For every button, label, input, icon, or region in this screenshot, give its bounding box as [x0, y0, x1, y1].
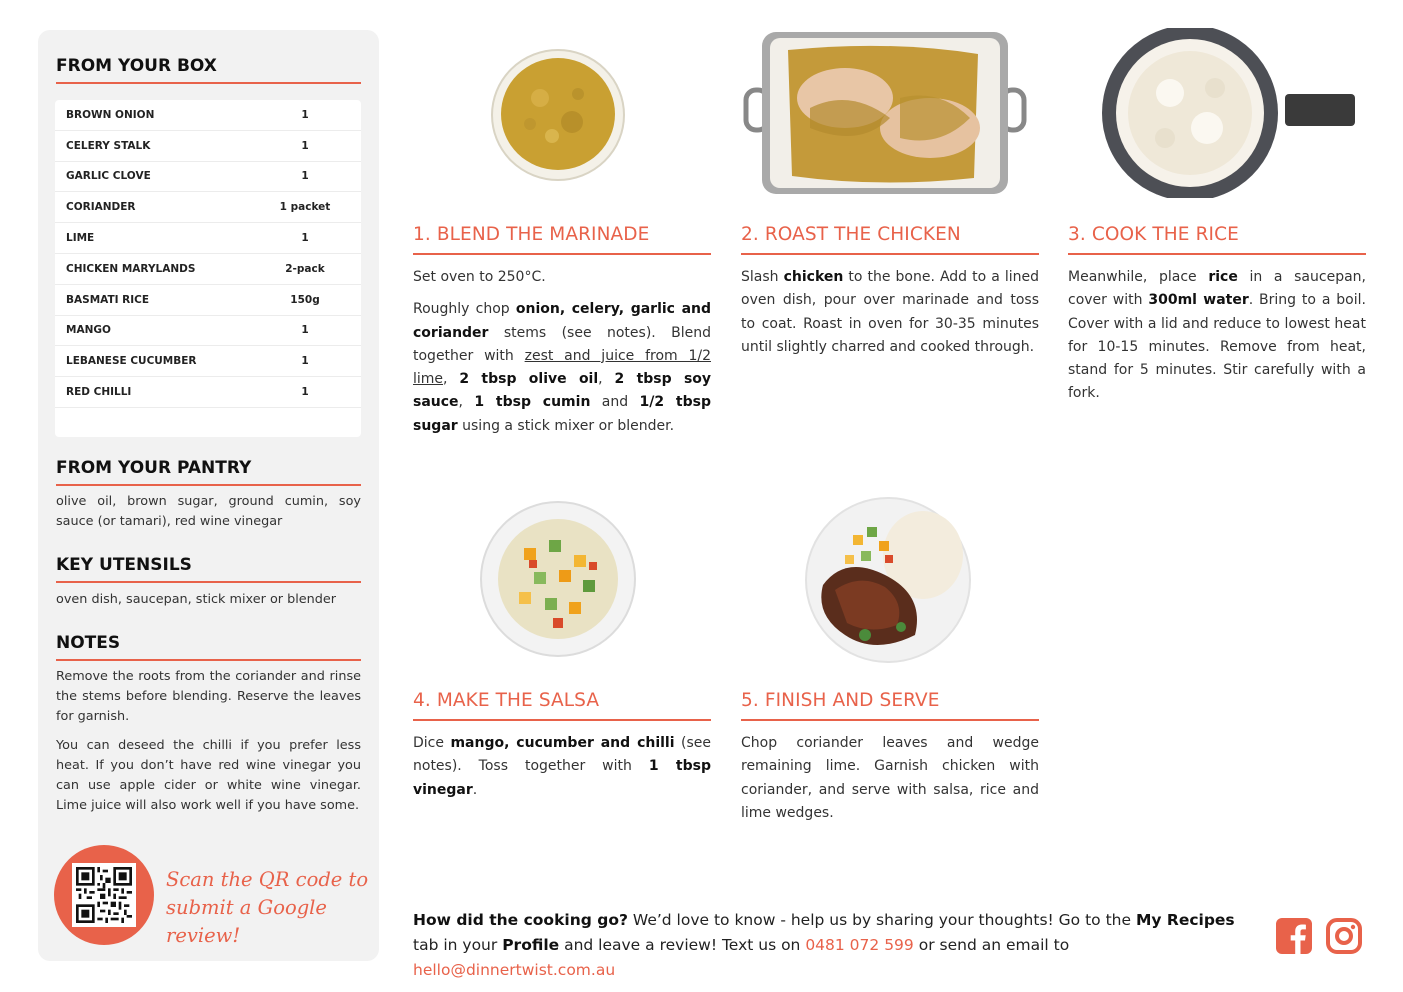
phone-link[interactable]: 0481 072 599: [805, 936, 914, 954]
table-row: [55, 346, 361, 377]
text: stems (see notes). Blend together with: [413, 324, 711, 364]
step-2-body: [741, 266, 1039, 359]
step-5-rule: [741, 719, 1039, 721]
ingredient-highlight: onion, celery, garlic and coriander: [413, 301, 711, 341]
step-3-p1: [1068, 266, 1366, 406]
box-title-rule: [56, 82, 361, 84]
qr-code-icon[interactable]: [72, 863, 136, 927]
ingredient-table: [55, 100, 361, 437]
qr-prompt-line: submit a Google review!: [166, 896, 327, 947]
ingredient-qty: 1: [301, 324, 309, 337]
ingredient-highlight: 2 tbsp olive oil: [459, 371, 599, 388]
table-row: [55, 254, 361, 285]
qr-prompt: [166, 866, 379, 950]
ingredient-qty: 1: [301, 139, 309, 152]
text: ,: [443, 371, 460, 388]
ingredient-highlight: 1/2 tbsp sugar: [413, 394, 711, 434]
notes-title: NOTES: [56, 633, 121, 653]
ingredient-name: BASMATI RICE: [66, 293, 150, 306]
email-link[interactable]: hello@dinnertwist.com.au: [413, 961, 616, 979]
step-4-rule: [413, 719, 711, 721]
table-row: [55, 162, 361, 193]
ingredient-highlight: 1 tbsp vinegar: [413, 758, 711, 798]
notes-paragraph: You can deseed the chilli if you prefer less heat. If you don’t have red wine vinegar you can use apple cider or white wine vinegar. Lime juice will also work well if you have some.: [56, 738, 361, 813]
table-row: [55, 316, 361, 347]
text: using a stick mixer or blender.: [457, 417, 675, 434]
table-row: [55, 377, 361, 408]
ingredient-highlight: 1 tbsp cumin: [474, 394, 591, 411]
table-row: [55, 100, 361, 131]
ingredient-name: GARLIC CLOVE: [66, 170, 151, 183]
ingredient-name: CORIANDER: [66, 201, 136, 214]
ingredient-highlight: 300ml water: [1148, 292, 1249, 309]
ingredient-qty: 1: [301, 386, 309, 399]
step-2-title: 2. ROAST THE CHICKEN: [741, 224, 961, 245]
text: to the bone. Add to a lined oven dish, pour over marinade and toss to coat. Roast in oven for 30-35 minutes until slightly charred and cooked through.: [741, 269, 1039, 355]
box-title: FROM YOUR BOX: [56, 56, 217, 76]
ingredient-highlight: 2 tbsp soy sauce: [413, 371, 712, 411]
table-row: [55, 223, 361, 254]
salsa-photo: [479, 500, 637, 658]
step-1-rule: [413, 253, 711, 255]
table-row: [55, 131, 361, 162]
text: or send an email to: [913, 936, 1070, 954]
text: Slash: [741, 269, 784, 285]
utensils-text: oven dish, saucepan, stick mixer or blender: [56, 592, 337, 607]
text: .: [472, 781, 478, 798]
text: in a saucepan, cover with: [1068, 269, 1366, 309]
ingredient-highlight: chicken: [783, 269, 844, 285]
step-2-p1: [741, 266, 1039, 359]
text: Dice: [413, 735, 451, 751]
rice-pot-photo: [1095, 28, 1357, 198]
ingredient-qty: 2-pack: [285, 262, 325, 275]
step-4-title: 4. MAKE THE SALSA: [413, 690, 600, 711]
ingredient-qty: 1: [301, 232, 309, 245]
text: tab in your: [413, 936, 503, 954]
ingredient-qty: 1: [301, 355, 309, 368]
marinade-photo: [490, 48, 626, 182]
text: My Recipes: [1135, 911, 1235, 929]
text: ,: [458, 394, 475, 411]
review-prompt: [413, 908, 1263, 983]
finished-dish-photo: [805, 495, 971, 665]
step-4-p1: [413, 732, 711, 802]
roast-chicken-photo: [740, 28, 1030, 198]
table-row: [55, 192, 361, 223]
step-1-title: 1. BLEND THE MARINADE: [413, 224, 650, 245]
step-4-body: [413, 732, 711, 802]
ingredient-highlight: rice: [1208, 269, 1238, 285]
notes-title-rule: [56, 659, 361, 661]
ingredient-name: RED CHILLI: [66, 386, 132, 399]
step-2-rule: [741, 253, 1039, 255]
notes-paragraph: Remove the roots from the coriander and rinse the stems before blending. Reserve the leaves for garnish.: [56, 669, 361, 724]
ingredient-name: CHICKEN MARYLANDS: [66, 262, 196, 275]
ingredient-name: LEBANESE CUCUMBER: [66, 355, 197, 368]
instagram-icon[interactable]: [1326, 918, 1362, 954]
pantry-title-rule: [56, 484, 361, 486]
qr-badge: [54, 845, 154, 945]
ingredient-name: LIME: [66, 232, 95, 245]
text: Roughly chop: [413, 301, 516, 318]
step-3-body: [1068, 266, 1366, 406]
table-row: [55, 285, 361, 316]
text: . Bring to a boil. Cover with a lid and reduce to lowest heat for 10-15 minutes. Remove from heat, stand for 5 minutes. Stir carefully with a fork.: [1068, 292, 1366, 402]
step-3-title: 3. COOK THE RICE: [1068, 224, 1239, 245]
qr-prompt-line: Scan the QR code to: [166, 868, 369, 891]
text: (see notes). Toss together with: [413, 735, 711, 775]
qr-code-graphic: [76, 867, 132, 923]
step-5-body: [741, 732, 1039, 825]
ingredient-name: CELERY STALK: [66, 139, 151, 152]
step-1-p1: Set oven to 250°C.: [413, 269, 546, 285]
utensils-title: KEY UTENSILS: [56, 555, 192, 575]
ingredient-name: BROWN ONION: [66, 108, 155, 121]
step-5-title: 5. FINISH AND SERVE: [741, 690, 940, 711]
ingredient-highlight: mango, cucumber and chilli: [450, 735, 675, 751]
text: and leave a review! Text us on: [559, 936, 806, 954]
step-1-body: [413, 266, 711, 438]
ingredient-qty: 1 packet: [279, 201, 331, 214]
text: and: [590, 394, 640, 411]
facebook-icon[interactable]: [1276, 918, 1312, 954]
step-5-p1: Chop coriander leaves and wedge remaining lime. Garnish chicken with coriander, and serve with salsa, rice and lime wedges.: [741, 735, 1039, 821]
utensils-title-rule: [56, 581, 361, 583]
ingredient-qty: 150g: [290, 293, 320, 306]
text: Meanwhile, place: [1068, 269, 1209, 285]
sidebar: [38, 30, 379, 961]
step-1-p2: [413, 298, 711, 438]
pantry-text: olive oil, brown sugar, ground cumin, soy sauce (or tamari), red wine vinegar: [56, 494, 361, 529]
step-3-rule: [1068, 253, 1366, 255]
text: We’d love to know - help us by sharing your thoughts! Go to the: [627, 911, 1136, 929]
ingredient-name: MANGO: [66, 324, 111, 337]
text: Profile: [502, 936, 560, 954]
text: ,: [598, 371, 615, 388]
pantry-title: FROM YOUR PANTRY: [56, 458, 252, 478]
ingredient-qty: 1: [301, 108, 309, 121]
underlined-ingredient: zest and juice from 1/2 lime: [413, 347, 711, 388]
text: How did the cooking go?: [413, 911, 628, 929]
ingredient-qty: 1: [301, 170, 309, 183]
